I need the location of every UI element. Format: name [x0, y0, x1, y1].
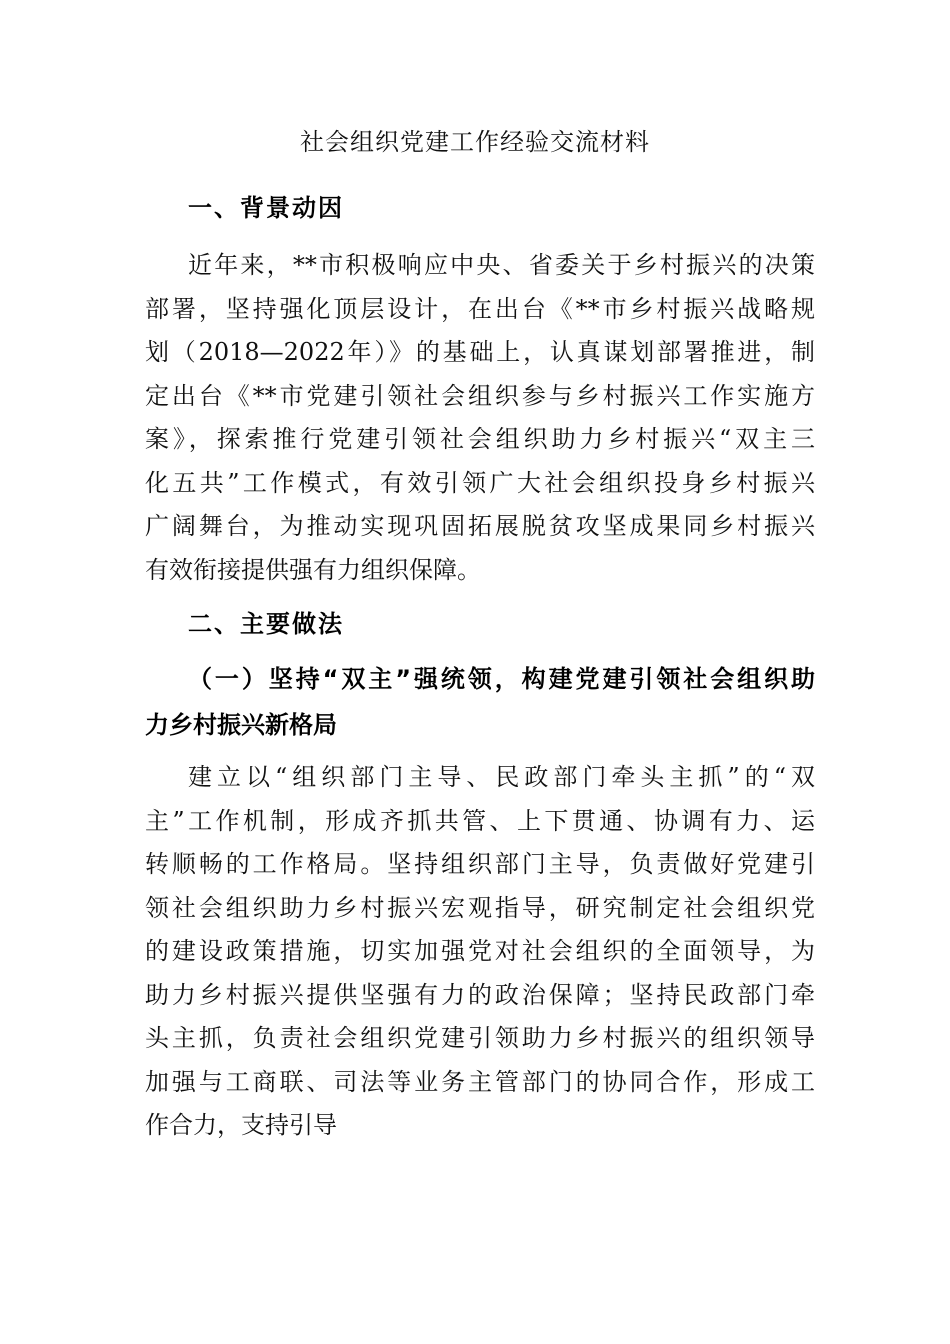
section-heading-main-practices: 二、主要做法: [188, 610, 344, 638]
paragraph-line: 的建设政策措施，切实加强党对社会组织的全面领导，为: [145, 937, 815, 965]
section-heading-background: 一、背景动因: [188, 194, 344, 222]
paragraph-line: 作合力，支持引导: [145, 1111, 337, 1139]
subsection-heading-line: （一）坚持“双主”强统领，构建党建引领社会组织助: [188, 665, 815, 693]
paragraph-line: 有效衔接提供强有力组织保障。: [145, 555, 481, 584]
paragraph-line: 部署，坚持强化顶层设计，在出台《**市乡村振兴战略规: [145, 294, 815, 323]
subsection-heading-line: 力乡村振兴新格局: [145, 711, 337, 739]
paragraph-line: 案》，探索推行党建引领社会组织助力乡村振兴“双主三: [145, 425, 815, 453]
paragraph-dual-lead: [145, 756, 815, 1148]
paragraph-line: 领社会组织助力乡村振兴宏观指导，研究制定社会组织党: [145, 893, 815, 922]
document-title: 社会组织党建工作经验交流材料: [300, 128, 650, 156]
paragraph-line: 化五共”工作模式，有效引领广大社会组织投身乡村振兴: [145, 468, 815, 497]
paragraph-line: 广阔舞台，为推动实现巩固拓展脱贫攻坚成果同乡村振兴: [145, 512, 815, 540]
paragraph-line: 助力乡村振兴提供坚强有力的政治保障；坚持民政部门牵: [145, 980, 815, 1009]
paragraph-line: 近年来，**市积极响应中央、省委关于乡村振兴的决策: [188, 251, 815, 279]
paragraph-line: 加强与工商联、司法等业务主管部门的协同合作，形成工: [145, 1067, 815, 1096]
paragraph-line: 定出台《**市党建引领社会组织参与乡村振兴工作实施方: [145, 381, 815, 410]
paragraph-background: [145, 244, 815, 592]
paragraph-line: 头主抓，负责社会组织党建引领助力乡村振兴的组织领导: [145, 1024, 815, 1052]
paragraph-line: 主”工作机制，形成齐抓共管、上下贯通、协调有力、运: [145, 806, 815, 835]
paragraph-line: 划（2018—2022年）》的基础上，认真谋划部署推进，制: [145, 338, 815, 366]
paragraph-line: 建立以“组织部门主导、民政部门牵头主抓”的“双: [188, 763, 815, 791]
subsection-heading: [145, 656, 815, 748]
paragraph-line: 转顺畅的工作格局。坚持组织部门主导，负责做好党建引: [145, 850, 815, 878]
